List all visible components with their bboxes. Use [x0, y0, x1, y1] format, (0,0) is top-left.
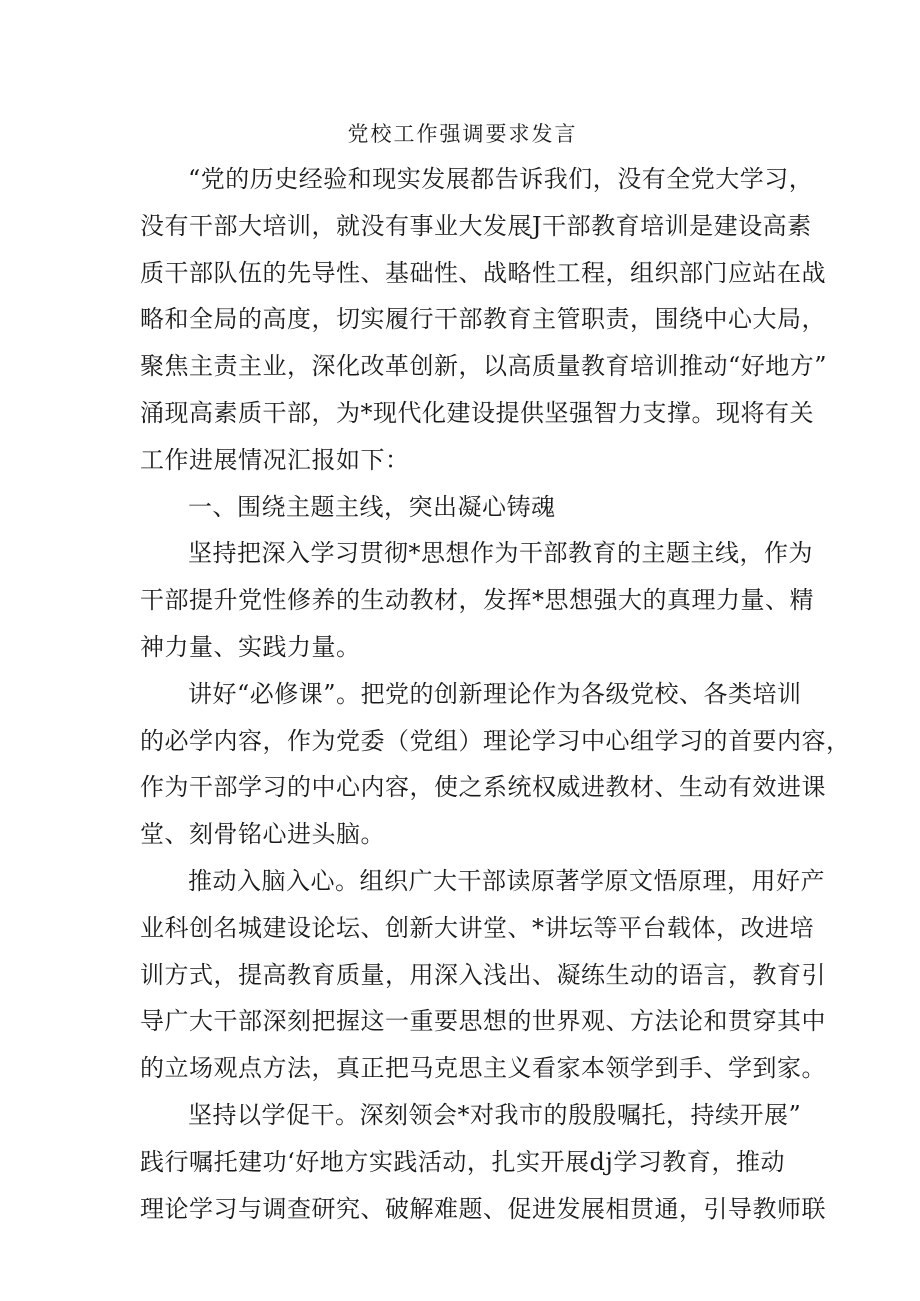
text-line: 的立场观点方法，真正把马克思主义看家本领学到手、学到家。 — [140, 1054, 826, 1083]
text-line: 略和全局的高度，切实履行干部教育主管职责，围绕中心大局， — [140, 305, 826, 334]
text-line: 践行嘱托建功‘好地方实践活动，扎实开展dj学习教育，推动 — [140, 1147, 785, 1176]
paragraph-2 — [140, 671, 851, 858]
text-line: 讲好“必修课”。把党的创新理论作为各级党校、各类培训 — [188, 679, 802, 708]
text-line: 推动入脑入心。组织广大干部读原著学原文悟原理，用好产 — [188, 866, 825, 895]
text-line: 聚焦主责主业，深化改革创新，以高质量教育培训推动“好地方” — [140, 352, 828, 381]
intro-paragraph — [140, 156, 828, 484]
text-line: 没有干部大培训，就没有事业大发展J干部教育培训是建设高素 — [140, 211, 812, 240]
text-line: 导广大干部深刻把握这一重要思想的世界观、方法论和贯穿其中 — [140, 1007, 826, 1036]
text-line: 坚持把深入学习贯彻*思想作为干部教育的主题主线，作为 — [188, 539, 813, 568]
text-line: 作为干部学习的中心内容，使之系统权威进教材、生动有效进课 — [140, 773, 826, 802]
text-line: 坚持以学促干。深刻领会*对我市的殷殷嘱托，持续开展” — [188, 1100, 802, 1129]
text-line: 训方式，提高教育质量，用深入浅出、凝练生动的语言，教育引 — [140, 960, 826, 989]
paragraph-4 — [140, 1092, 826, 1232]
text-line: 神力量、实践力量。 — [140, 632, 361, 661]
document-title: 党校工作强调要求发言 — [347, 122, 578, 146]
paragraph-1 — [140, 530, 814, 670]
text-line: 干部提升党性修养的生动教材，发挥*思想强大的真理力量、精 — [140, 586, 814, 615]
text-line: 堂、刻骨铭心进头脑。 — [140, 820, 385, 849]
text-line: 质干部队伍的先导性、基础性、战略性工程，组织部门应站在战 — [140, 258, 826, 287]
text-line: 业科创名城建设论坛、创新大讲堂、*讲坛等平台载体，改进培 — [140, 913, 814, 942]
text-line: 工作进展情况汇报如下： — [140, 445, 410, 474]
paragraph-3 — [140, 858, 826, 1092]
section-heading: 一、围绕主题主线，突出凝心铸魂 — [188, 492, 556, 521]
text-line: 的必学内容，作为党委（党组）理论学习中心组学习的首要内容， — [140, 726, 851, 755]
document-page — [140, 112, 851, 1232]
text-line: 涌现高素质干部，为*现代化建设提供坚强智力支撑。现将有关 — [140, 398, 814, 427]
text-line: 理论学习与调查研究、破解难题、促进发展相贯通，引导教师联 — [140, 1194, 826, 1223]
text-line: “党的历史经验和现实发展都告诉我们，没有全党大学习， — [188, 165, 814, 193]
